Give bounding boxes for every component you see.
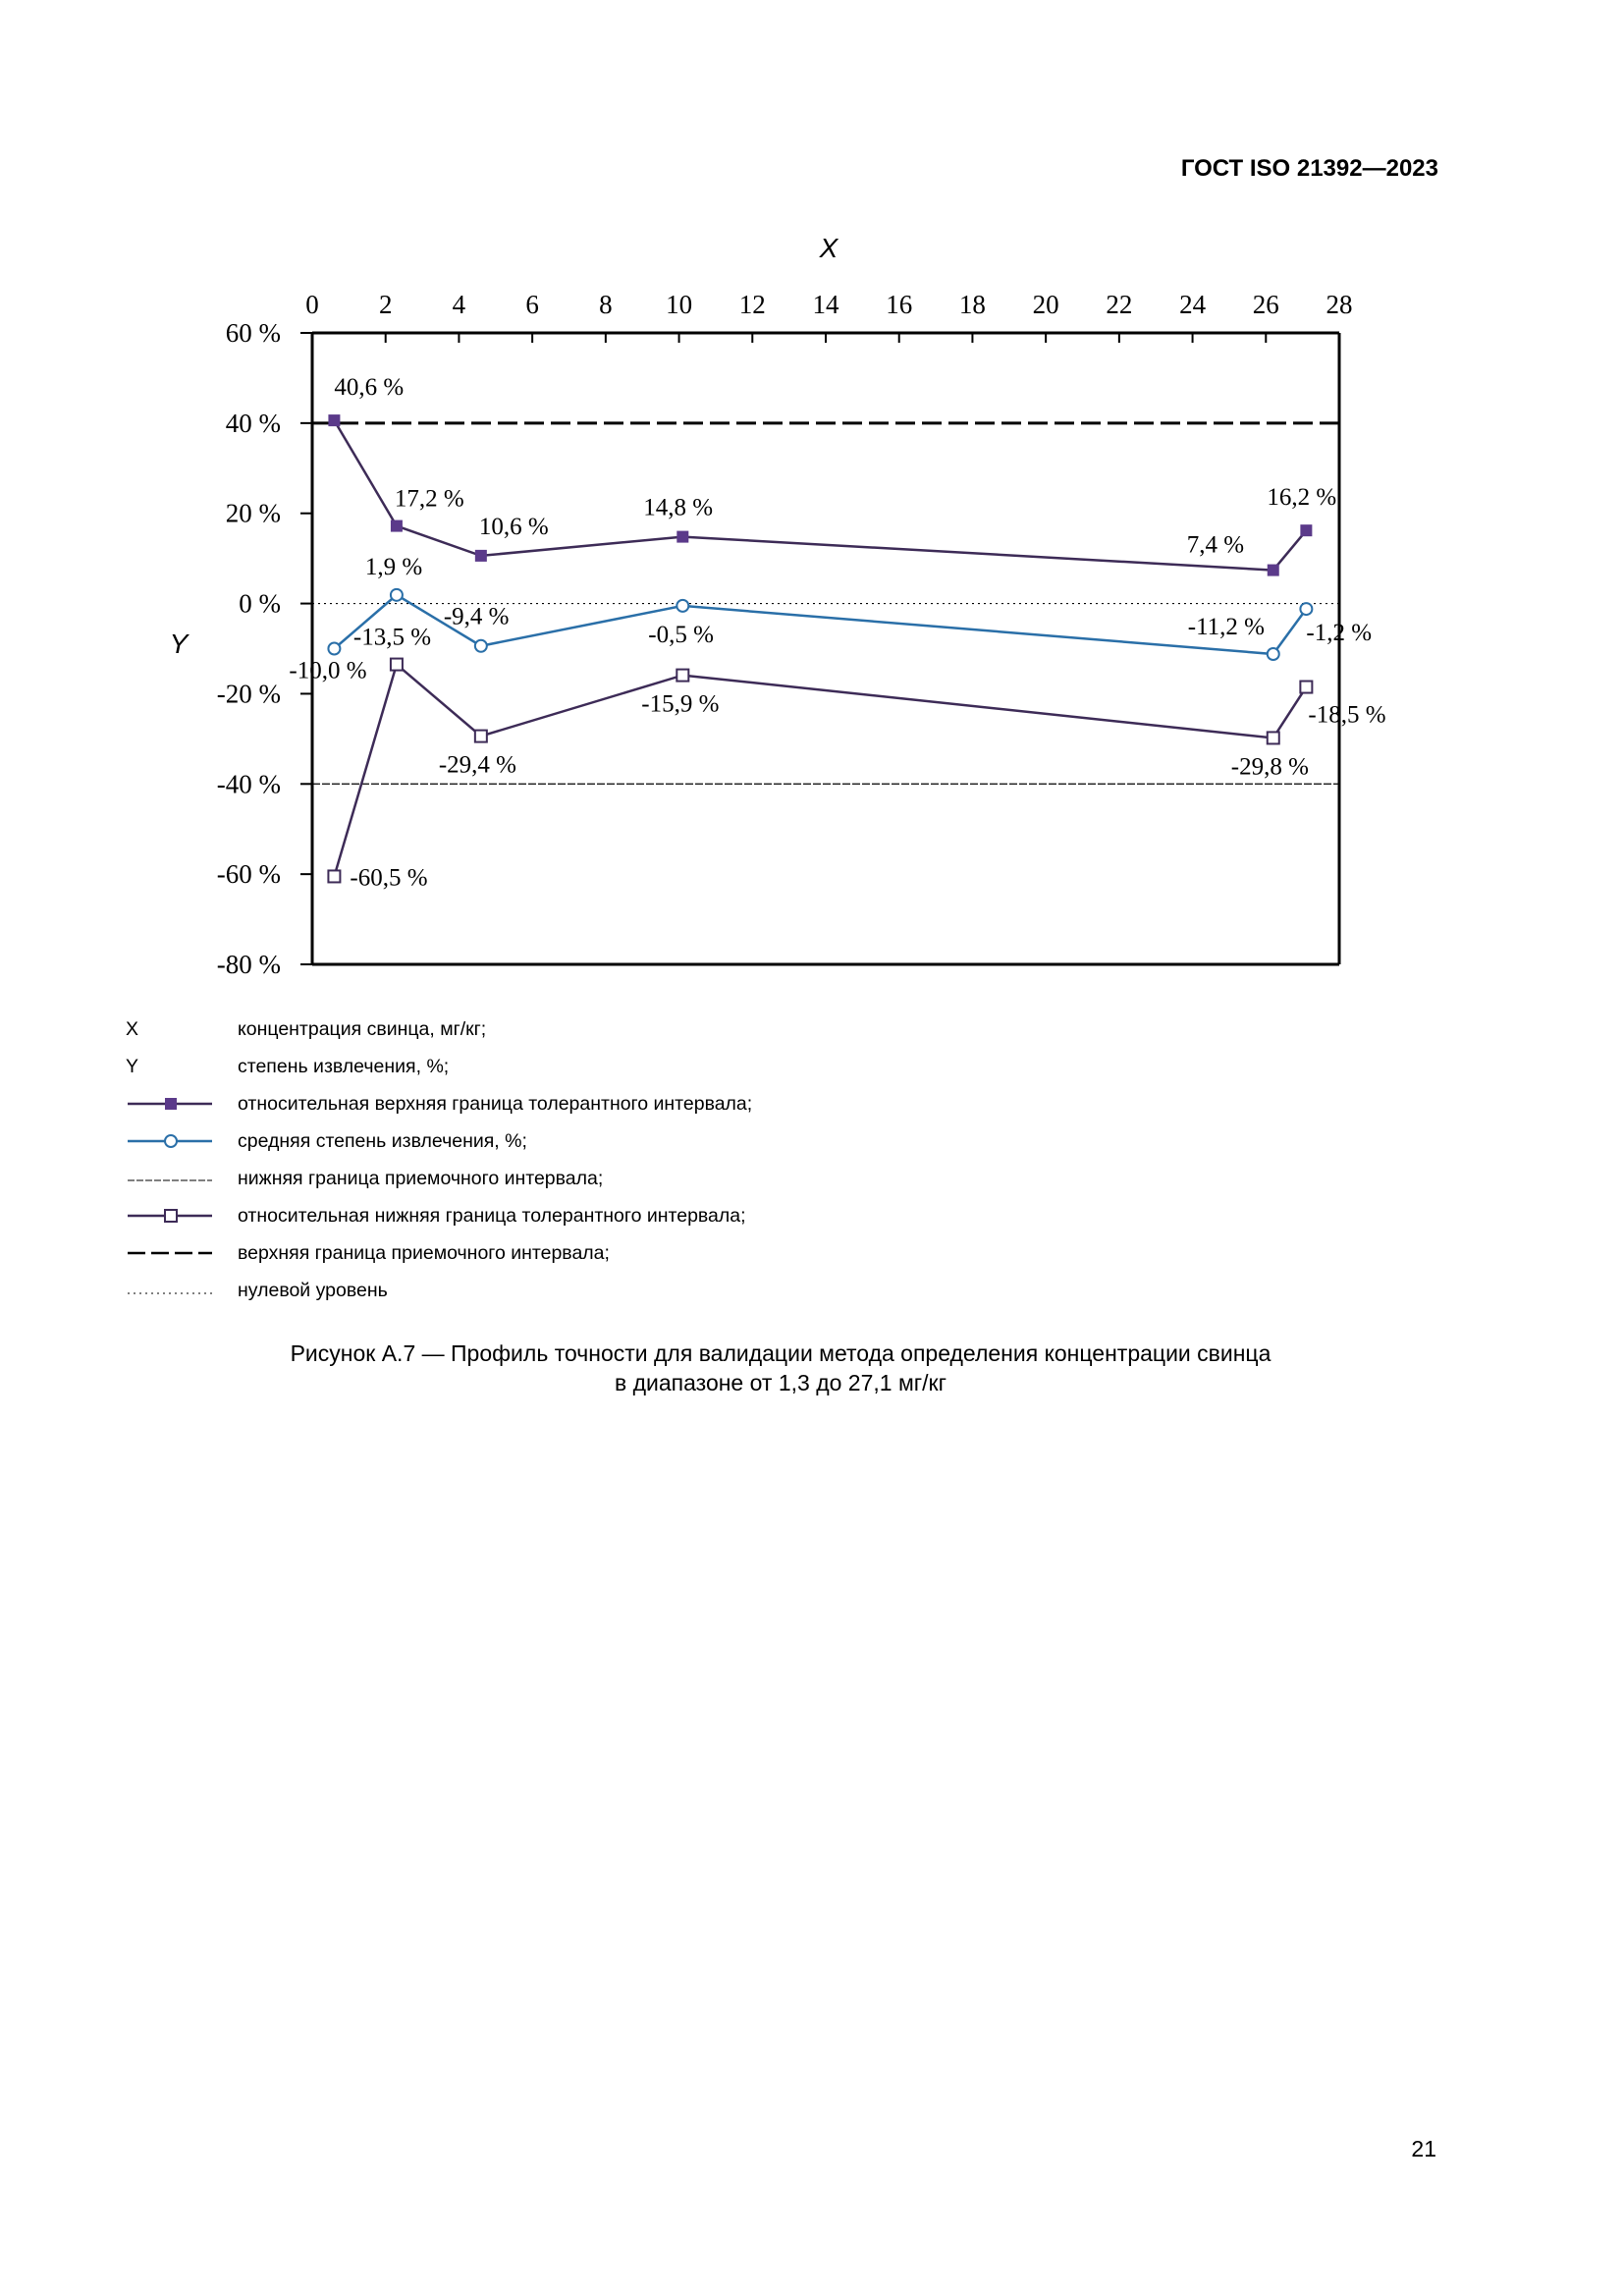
data-label-mean_recovery: -0,5 %	[648, 621, 714, 648]
point-upper_tol	[676, 531, 688, 543]
x-tick-label: 20	[1032, 290, 1059, 319]
legend-text: относительная верхняя граница толерантного интервала;	[238, 1093, 753, 1115]
y-tick-label: -60 %	[216, 859, 281, 890]
legend-text: средняя степень извлечения, %;	[238, 1130, 527, 1152]
point-upper_tol	[475, 550, 487, 562]
point-lower_tol	[475, 731, 487, 742]
point-mean_recovery	[1268, 648, 1279, 660]
legend-symbol-dotted	[126, 1276, 219, 1305]
x-tick-label: 0	[305, 290, 319, 319]
data-label-mean_recovery: -11,2 %	[1187, 614, 1265, 641]
series-line-upper_tol	[334, 420, 1306, 570]
legend-text: относительная нижняя граница толерантного интервала;	[238, 1205, 746, 1227]
x-axis-title: X	[819, 233, 839, 263]
point-lower_tol	[1268, 732, 1279, 743]
y-tick-label: -20 %	[216, 679, 281, 709]
data-label-lower_tol: -13,5 %	[352, 624, 432, 651]
x-tick-label: 14	[812, 290, 839, 319]
page-number: 21	[1411, 2136, 1436, 2161]
y-tick-label: 60 %	[225, 318, 281, 348]
legend-text: нижняя граница приемочного интервала;	[238, 1168, 604, 1189]
legend-item-mean-recovery	[126, 1126, 1009, 1156]
data-label-upper_tol: 40,6 %	[334, 374, 405, 402]
accuracy-profile-chart	[0, 0, 1623, 1002]
data-label-upper_tol: 14,8 %	[643, 494, 714, 521]
legend-item-upper-acceptance	[126, 1238, 1009, 1268]
legend-text: степень извлечения, %;	[238, 1056, 450, 1077]
y-tick-label: -80 %	[216, 950, 281, 979]
data-label-mean_recovery: -10,0 %	[289, 657, 367, 684]
caption-line-2: в диапазоне от 1,3 до 27,1 мг/кг	[615, 1370, 947, 1395]
x-tick-label: 22	[1106, 290, 1133, 319]
legend-item-lower-tolerance	[126, 1201, 1009, 1230]
y-tick-label: -40 %	[216, 769, 281, 799]
legend-symbol-filled-square-line	[126, 1089, 219, 1119]
x-tick-label: 2	[378, 290, 393, 319]
point-upper_tol	[1300, 524, 1312, 536]
figure-caption	[196, 1339, 1365, 1397]
data-label-mean_recovery: 1,9 %	[364, 553, 423, 580]
point-lower_tol	[1300, 682, 1312, 693]
point-upper_tol	[328, 414, 340, 426]
data-label-upper_tol: 17,2 %	[394, 485, 464, 513]
data-label-lower_tol: -60,5 %	[350, 864, 428, 892]
legend-symbol-long-dash	[126, 1238, 219, 1268]
legend-item-zero-level	[126, 1276, 1009, 1305]
x-tick-label: 4	[452, 290, 466, 319]
legend-text: верхняя граница приемочного интервала;	[238, 1242, 610, 1264]
y-axis-title: Y	[169, 629, 189, 659]
x-tick-label: 28	[1325, 290, 1353, 319]
legend-symbol-x: X	[126, 1018, 139, 1040]
y-tick-label: 40 %	[225, 408, 281, 438]
data-label-upper_tol: 7,4 %	[1186, 531, 1245, 559]
point-lower_tol	[328, 870, 340, 882]
point-mean_recovery	[475, 640, 487, 652]
data-label-mean_recovery: -1,2 %	[1306, 620, 1373, 647]
point-mean_recovery	[1300, 603, 1312, 615]
x-tick-label: 8	[599, 290, 613, 319]
x-tick-label: 24	[1179, 290, 1207, 319]
document-id: ГОСТ ISO 21392—2023	[1180, 155, 1438, 182]
point-lower_tol	[391, 659, 403, 671]
legend-symbol-short-dash	[126, 1164, 219, 1193]
data-label-upper_tol: 16,2 %	[1267, 484, 1337, 512]
legend-symbol-open-square-line	[126, 1201, 219, 1230]
caption-line-1: Рисунок А.7 — Профиль точности для валидации метода определения концентрации свинца	[290, 1340, 1271, 1366]
data-label-lower_tol: -15,9 %	[641, 690, 720, 718]
point-upper_tol	[1268, 565, 1279, 576]
x-tick-label: 10	[666, 290, 693, 319]
x-tick-label: 16	[886, 290, 913, 319]
y-tick-label: 20 %	[225, 498, 281, 528]
point-mean_recovery	[328, 643, 340, 655]
data-label-mean_recovery: -9,4 %	[443, 603, 510, 630]
x-tick-label: 6	[525, 290, 539, 319]
point-mean_recovery	[391, 589, 403, 601]
point-lower_tol	[676, 670, 688, 682]
legend-item-lower-acceptance	[126, 1164, 1009, 1193]
x-tick-label: 18	[958, 290, 986, 319]
point-upper_tol	[391, 520, 403, 532]
x-tick-label: 12	[738, 290, 766, 319]
x-tick-label: 26	[1252, 290, 1279, 319]
data-label-lower_tol: -29,8 %	[1230, 753, 1309, 781]
data-label-lower_tol: -18,5 %	[1308, 701, 1386, 729]
legend-item-y	[126, 1052, 1009, 1081]
legend-item-upper-tolerance	[126, 1089, 1009, 1119]
legend-symbol-open-circle-line	[126, 1126, 219, 1156]
legend-text: концентрация свинца, мг/кг;	[238, 1018, 487, 1040]
y-tick-label: 0 %	[239, 588, 281, 619]
legend-symbol-y: Y	[126, 1056, 139, 1077]
legend-item-x	[126, 1014, 1009, 1044]
data-label-lower_tol: -29,4 %	[438, 751, 516, 779]
legend-text: нулевой уровень	[238, 1280, 388, 1301]
point-mean_recovery	[676, 600, 688, 612]
data-label-upper_tol: 10,6 %	[478, 513, 549, 540]
